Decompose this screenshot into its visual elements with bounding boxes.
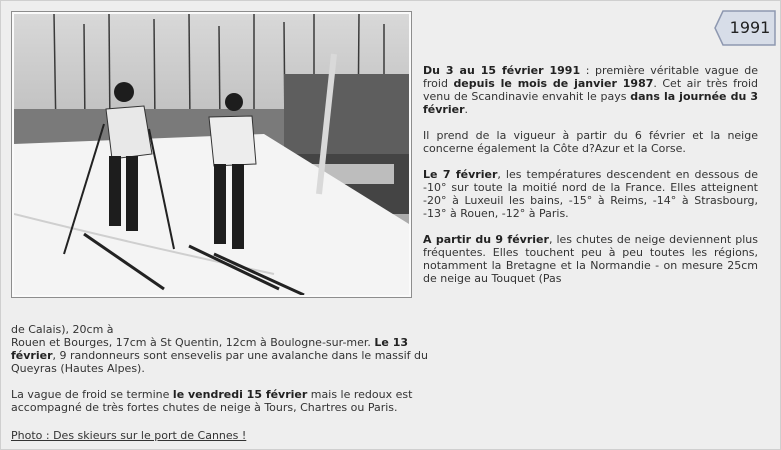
text: La vague de froid se termine bbox=[11, 388, 173, 401]
year-badge bbox=[713, 5, 777, 51]
text: , les chutes de neige deviennent plus fréquentes. Elles touchent peu à peu toutes les régions, notamment la Bretagne et la Normandie - on mesure 25cm de neige au Touquet (Pas bbox=[423, 233, 758, 285]
text: : première véritable vague de froid bbox=[423, 64, 758, 90]
date-range-bold: Du 3 au 15 février 1991 bbox=[423, 64, 581, 77]
date-bold: Le 13 février bbox=[11, 336, 409, 362]
text: Il prend de la vigueur à partir du 6 février et la neige concerne également la Côte d?Azur et la Corse. bbox=[423, 129, 758, 155]
text: . bbox=[464, 103, 468, 116]
text: mais le redoux est accompagné de très fortes chutes de neige à Tours, Chartres ou Paris. bbox=[11, 388, 413, 414]
text: . Cet air très froid venu de Scandinavie envahit le pays bbox=[423, 77, 759, 103]
article-bottom-section bbox=[11, 323, 431, 427]
skiers-photo-image bbox=[14, 14, 409, 295]
paragraph-intro bbox=[423, 64, 758, 116]
date-bold: le vendredi 15 février bbox=[172, 388, 308, 401]
text: , 9 randonneurs sont ensevelis par une avalanche dans le massif du Queyras (Hautes Alpes). bbox=[11, 349, 428, 375]
day-bold: dans la journée du 3 février bbox=[423, 90, 758, 116]
article-right-column bbox=[423, 64, 758, 298]
paragraph-temperatures bbox=[423, 168, 758, 220]
text: , les températures descendent en dessous de -10° sur toute la moitié nord de la France. Elles atteignent -20° à Luxeuil les bains, -15° à Reims, -14° à Strasbourg, -13° à Rouen, -12° à Paris. bbox=[423, 168, 758, 220]
paragraph-vigueur bbox=[423, 129, 758, 155]
date-bold: Le 7 février bbox=[423, 168, 498, 181]
since-bold: depuis le mois de janvier 1987 bbox=[453, 77, 654, 90]
date-bold: A partir du 9 février bbox=[423, 233, 549, 246]
photo-caption-link[interactable]: Photo : Des skieurs sur le port de Cannes ! bbox=[11, 429, 247, 442]
paragraph-avalanche bbox=[11, 323, 431, 375]
text: Rouen et Bourges, 17cm à St Quentin, 12cm à Boulogne-sur-mer. bbox=[11, 336, 375, 349]
paragraph-end bbox=[11, 388, 431, 414]
year-label: 1991 bbox=[729, 18, 771, 37]
news-photo bbox=[11, 11, 412, 298]
paragraph-snowfall bbox=[423, 233, 758, 285]
text: de Calais), 20cm à bbox=[11, 323, 114, 336]
